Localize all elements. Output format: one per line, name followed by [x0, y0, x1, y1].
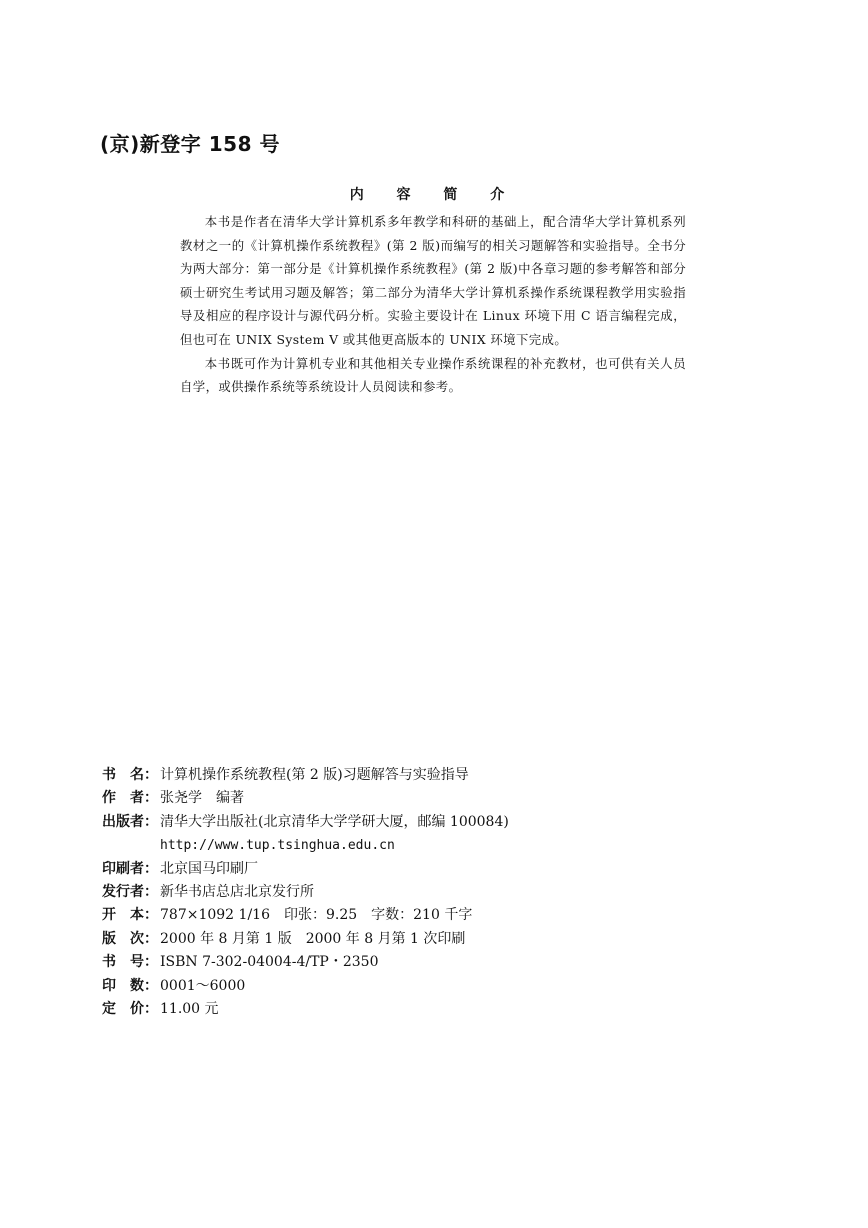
colophon-row-format — [102, 904, 509, 927]
printer-label: 印刷者： — [102, 860, 158, 877]
colophon-row-printer — [102, 858, 509, 881]
summary-title: 内 容 简 介 — [349, 187, 519, 203]
summary-paragraph: 本书既可作为计算机专业和其他相关专业操作系统课程的补充教材，也可供有关人员自学，或供操作系统等系统设计人员阅读和参考。 — [180, 355, 686, 395]
price-label: 定 价： — [102, 1001, 158, 1018]
summary-paragraph: 本书是作者在清华大学计算机系多年教学和科研的基础上，配合清华大学计算机系列教材之一的《计算机操作系统教程》(第 2 版)而编写的相关习题解答和实验指导。全书分为两大部分：第一部分是《计算机操作系统教程》(第 2 版)中各章习题的参考解答和部分硕士研究生考试用习题及解答；第二部分为清华大学计算机系操作系统课程教学用实验指导及相应的程序设计与源代码分析。实验主要设计在 Linux 环境下用 C 语言编程完成，但也可在 UNIX System Ⅴ 或其他更高版本的 UNIX 环境下完成。 — [180, 214, 686, 347]
format-value: 787×1092 1/16 印张：9.25 字数：210 千字 — [160, 907, 473, 924]
isbn-value: ISBN 7-302-04004-4/TP・2350 — [160, 954, 379, 971]
colophon-row-isbn — [102, 951, 509, 974]
publisher-url[interactable]: http://www.tup.tsinghua.edu.cn — [160, 838, 395, 854]
isbn-label: 书 号： — [102, 954, 158, 971]
printer-value: 北京国马印刷厂 — [160, 860, 258, 877]
colophon-row-print-run — [102, 975, 509, 998]
price-value: 11.00 元 — [160, 1001, 219, 1018]
print-run-value: 0001～6000 — [160, 977, 246, 994]
distributor-value: 新华书店总店北京发行所 — [160, 884, 314, 901]
edition-label: 版 次： — [102, 930, 158, 947]
colophon-row-publisher — [102, 811, 509, 834]
colophon-row-author — [102, 787, 509, 810]
book-name-value: 计算机操作系统教程(第 2 版)习题解答与实验指导 — [160, 767, 469, 783]
colophon-row-edition — [102, 928, 509, 951]
print-run-label: 印 数： — [102, 977, 158, 994]
author-label: 作 者： — [102, 790, 158, 807]
colophon-row-distributor — [102, 881, 509, 904]
distributor-label: 发行者： — [102, 884, 158, 901]
format-label: 开 本： — [102, 907, 158, 924]
edition-value: 2000 年 8 月第 1 版 2000 年 8 月第 1 次印刷 — [160, 930, 466, 947]
registration-number: (京)新登字 158 号 — [100, 132, 280, 156]
colophon — [102, 764, 509, 1021]
colophon-row-book-name — [102, 764, 509, 787]
colophon-row-url — [102, 834, 509, 857]
book-name-label: 书 名： — [102, 767, 158, 783]
colophon-row-price — [102, 998, 509, 1021]
publisher-label: 出版者： — [102, 813, 158, 830]
publisher-value: 清华大学出版社(北京清华大学学研大厦，邮编 100084) — [160, 813, 509, 830]
author-value: 张尧学 编著 — [160, 790, 244, 807]
summary-body — [180, 210, 686, 399]
